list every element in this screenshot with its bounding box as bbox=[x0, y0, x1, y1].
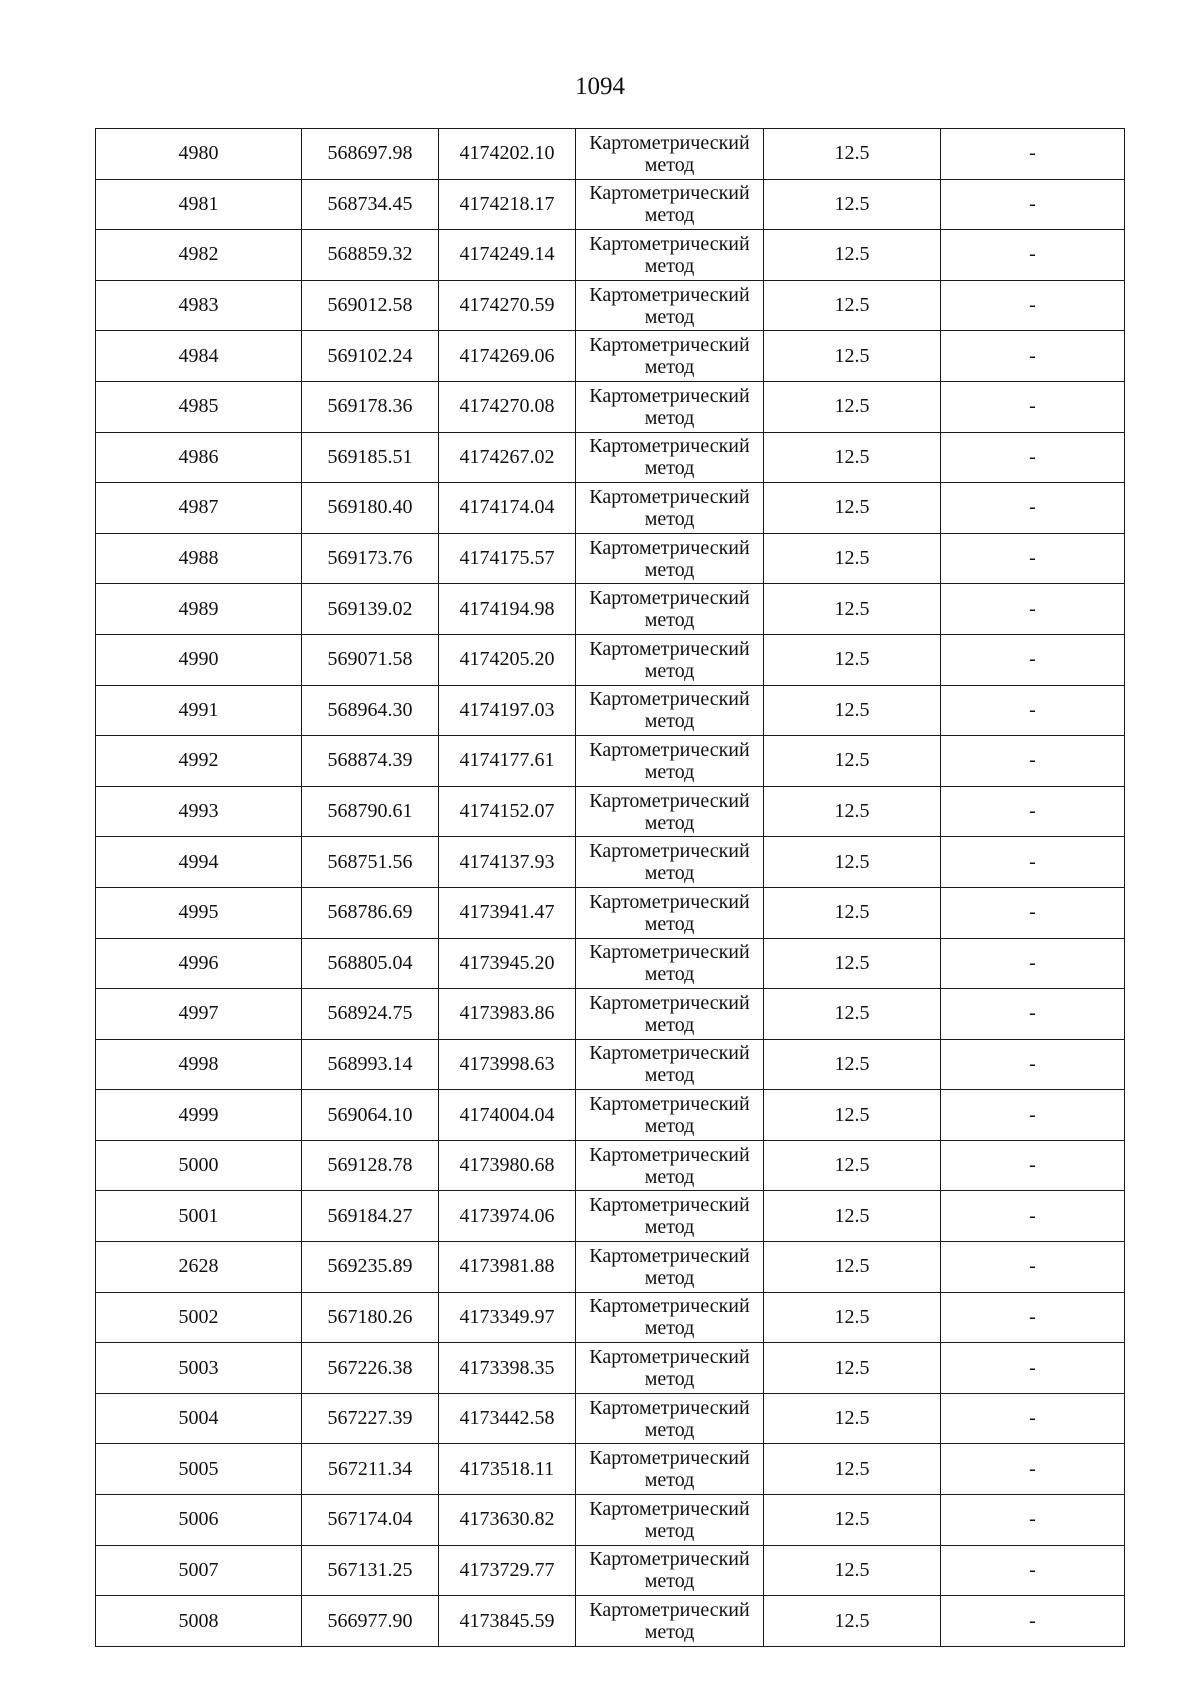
x-coordinate-cell: 569012.58 bbox=[302, 280, 439, 331]
note-cell: - bbox=[941, 634, 1125, 685]
point-number-cell: 4981 bbox=[96, 179, 302, 230]
page-number: 1094 bbox=[575, 73, 625, 100]
x-coordinate-cell: 568697.98 bbox=[302, 129, 439, 180]
point-number-cell: 4992 bbox=[96, 736, 302, 787]
point-number-cell: 4994 bbox=[96, 837, 302, 888]
note-cell: - bbox=[941, 989, 1125, 1040]
table-row bbox=[96, 887, 1125, 938]
point-number-cell: 4997 bbox=[96, 989, 302, 1040]
table-row bbox=[96, 1039, 1125, 1090]
y-coordinate-cell: 4174004.04 bbox=[439, 1090, 576, 1141]
table-row bbox=[96, 938, 1125, 989]
note-cell: - bbox=[941, 736, 1125, 787]
point-number-cell: 4993 bbox=[96, 786, 302, 837]
note-cell: - bbox=[941, 1343, 1125, 1394]
table-row bbox=[96, 1090, 1125, 1141]
x-coordinate-cell: 567211.34 bbox=[302, 1444, 439, 1495]
accuracy-cell: 12.5 bbox=[764, 483, 941, 534]
point-number-cell: 5007 bbox=[96, 1545, 302, 1596]
y-coordinate-cell: 4174197.03 bbox=[439, 685, 576, 736]
accuracy-cell: 12.5 bbox=[764, 1545, 941, 1596]
table-row bbox=[96, 634, 1125, 685]
point-number-cell: 5006 bbox=[96, 1495, 302, 1546]
x-coordinate-cell: 567174.04 bbox=[302, 1495, 439, 1546]
point-number-cell: 4989 bbox=[96, 584, 302, 635]
note-cell: - bbox=[941, 887, 1125, 938]
note-cell: - bbox=[941, 837, 1125, 888]
method-cell: Картометрический метод bbox=[576, 989, 764, 1040]
method-cell: Картометрический метод bbox=[576, 179, 764, 230]
y-coordinate-cell: 4173442.58 bbox=[439, 1393, 576, 1444]
accuracy-cell: 12.5 bbox=[764, 1495, 941, 1546]
y-coordinate-cell: 4173845.59 bbox=[439, 1596, 576, 1647]
note-cell: - bbox=[941, 786, 1125, 837]
table-row bbox=[96, 381, 1125, 432]
note-cell: - bbox=[941, 1393, 1125, 1444]
table-row bbox=[96, 1242, 1125, 1293]
point-number-cell: 5000 bbox=[96, 1140, 302, 1191]
coordinates-table-body bbox=[96, 129, 1125, 1647]
point-number-cell: 5008 bbox=[96, 1596, 302, 1647]
point-number-cell: 5002 bbox=[96, 1292, 302, 1343]
table-row bbox=[96, 584, 1125, 635]
y-coordinate-cell: 4174202.10 bbox=[439, 129, 576, 180]
table-row bbox=[96, 1393, 1125, 1444]
x-coordinate-cell: 567131.25 bbox=[302, 1545, 439, 1596]
y-coordinate-cell: 4173981.88 bbox=[439, 1242, 576, 1293]
note-cell: - bbox=[941, 1242, 1125, 1293]
note-cell: - bbox=[941, 1039, 1125, 1090]
accuracy-cell: 12.5 bbox=[764, 736, 941, 787]
accuracy-cell: 12.5 bbox=[764, 533, 941, 584]
table-row bbox=[96, 1140, 1125, 1191]
point-number-cell: 5001 bbox=[96, 1191, 302, 1242]
table-row bbox=[96, 331, 1125, 382]
method-cell: Картометрический метод bbox=[576, 129, 764, 180]
accuracy-cell: 12.5 bbox=[764, 786, 941, 837]
note-cell: - bbox=[941, 1545, 1125, 1596]
y-coordinate-cell: 4174205.20 bbox=[439, 634, 576, 685]
method-cell: Картометрический метод bbox=[576, 634, 764, 685]
note-cell: - bbox=[941, 584, 1125, 635]
y-coordinate-cell: 4173941.47 bbox=[439, 887, 576, 938]
x-coordinate-cell: 567226.38 bbox=[302, 1343, 439, 1394]
point-number-cell: 4999 bbox=[96, 1090, 302, 1141]
accuracy-cell: 12.5 bbox=[764, 129, 941, 180]
accuracy-cell: 12.5 bbox=[764, 1393, 941, 1444]
method-cell: Картометрический метод bbox=[576, 230, 764, 281]
table-row bbox=[96, 1495, 1125, 1546]
table-row bbox=[96, 1596, 1125, 1647]
accuracy-cell: 12.5 bbox=[764, 331, 941, 382]
y-coordinate-cell: 4173398.35 bbox=[439, 1343, 576, 1394]
x-coordinate-cell: 568924.75 bbox=[302, 989, 439, 1040]
table-row bbox=[96, 1343, 1125, 1394]
table-row bbox=[96, 179, 1125, 230]
point-number-cell: 4987 bbox=[96, 483, 302, 534]
method-cell: Картометрический метод bbox=[576, 837, 764, 888]
point-number-cell: 2628 bbox=[96, 1242, 302, 1293]
note-cell: - bbox=[941, 1191, 1125, 1242]
table-row bbox=[96, 533, 1125, 584]
note-cell: - bbox=[941, 1495, 1125, 1546]
y-coordinate-cell: 4174270.59 bbox=[439, 280, 576, 331]
note-cell: - bbox=[941, 179, 1125, 230]
x-coordinate-cell: 569139.02 bbox=[302, 584, 439, 635]
y-coordinate-cell: 4174177.61 bbox=[439, 736, 576, 787]
accuracy-cell: 12.5 bbox=[764, 432, 941, 483]
note-cell: - bbox=[941, 432, 1125, 483]
method-cell: Картометрический метод bbox=[576, 533, 764, 584]
point-number-cell: 4990 bbox=[96, 634, 302, 685]
table-row bbox=[96, 837, 1125, 888]
y-coordinate-cell: 4173974.06 bbox=[439, 1191, 576, 1242]
note-cell: - bbox=[941, 533, 1125, 584]
x-coordinate-cell: 568964.30 bbox=[302, 685, 439, 736]
y-coordinate-cell: 4173983.86 bbox=[439, 989, 576, 1040]
method-cell: Картометрический метод bbox=[576, 381, 764, 432]
method-cell: Картометрический метод bbox=[576, 584, 764, 635]
accuracy-cell: 12.5 bbox=[764, 1039, 941, 1090]
y-coordinate-cell: 4173349.97 bbox=[439, 1292, 576, 1343]
method-cell: Картометрический метод bbox=[576, 1495, 764, 1546]
note-cell: - bbox=[941, 230, 1125, 281]
note-cell: - bbox=[941, 280, 1125, 331]
method-cell: Картометрический метод bbox=[576, 736, 764, 787]
accuracy-cell: 12.5 bbox=[764, 381, 941, 432]
accuracy-cell: 12.5 bbox=[764, 938, 941, 989]
method-cell: Картометрический метод bbox=[576, 1393, 764, 1444]
y-coordinate-cell: 4173998.63 bbox=[439, 1039, 576, 1090]
accuracy-cell: 12.5 bbox=[764, 989, 941, 1040]
method-cell: Картометрический метод bbox=[576, 432, 764, 483]
table-row bbox=[96, 1292, 1125, 1343]
x-coordinate-cell: 569071.58 bbox=[302, 634, 439, 685]
table-row bbox=[96, 989, 1125, 1040]
accuracy-cell: 12.5 bbox=[764, 1242, 941, 1293]
note-cell: - bbox=[941, 1444, 1125, 1495]
method-cell: Картометрический метод bbox=[576, 1039, 764, 1090]
y-coordinate-cell: 4173518.11 bbox=[439, 1444, 576, 1495]
y-coordinate-cell: 4173729.77 bbox=[439, 1545, 576, 1596]
y-coordinate-cell: 4174137.93 bbox=[439, 837, 576, 888]
y-coordinate-cell: 4174175.57 bbox=[439, 533, 576, 584]
accuracy-cell: 12.5 bbox=[764, 584, 941, 635]
x-coordinate-cell: 569185.51 bbox=[302, 432, 439, 483]
method-cell: Картометрический метод bbox=[576, 1292, 764, 1343]
x-coordinate-cell: 568993.14 bbox=[302, 1039, 439, 1090]
table-row bbox=[96, 685, 1125, 736]
x-coordinate-cell: 569184.27 bbox=[302, 1191, 439, 1242]
note-cell: - bbox=[941, 129, 1125, 180]
method-cell: Картометрический метод bbox=[576, 1140, 764, 1191]
x-coordinate-cell: 567180.26 bbox=[302, 1292, 439, 1343]
y-coordinate-cell: 4174249.14 bbox=[439, 230, 576, 281]
table-row bbox=[96, 1444, 1125, 1495]
point-number-cell: 5003 bbox=[96, 1343, 302, 1394]
method-cell: Картометрический метод bbox=[576, 1343, 764, 1394]
point-number-cell: 4995 bbox=[96, 887, 302, 938]
method-cell: Картометрический метод bbox=[576, 1444, 764, 1495]
accuracy-cell: 12.5 bbox=[764, 179, 941, 230]
method-cell: Картометрический метод bbox=[576, 938, 764, 989]
method-cell: Картометрический метод bbox=[576, 1242, 764, 1293]
y-coordinate-cell: 4174218.17 bbox=[439, 179, 576, 230]
accuracy-cell: 12.5 bbox=[764, 837, 941, 888]
table-row bbox=[96, 786, 1125, 837]
method-cell: Картометрический метод bbox=[576, 1596, 764, 1647]
y-coordinate-cell: 4174267.02 bbox=[439, 432, 576, 483]
table-row bbox=[96, 1545, 1125, 1596]
x-coordinate-cell: 567227.39 bbox=[302, 1393, 439, 1444]
x-coordinate-cell: 569064.10 bbox=[302, 1090, 439, 1141]
y-coordinate-cell: 4174270.08 bbox=[439, 381, 576, 432]
x-coordinate-cell: 569102.24 bbox=[302, 331, 439, 382]
table-row bbox=[96, 230, 1125, 281]
coordinates-table bbox=[95, 128, 1125, 1647]
y-coordinate-cell: 4173945.20 bbox=[439, 938, 576, 989]
method-cell: Картометрический метод bbox=[576, 1191, 764, 1242]
method-cell: Картометрический метод bbox=[576, 483, 764, 534]
method-cell: Картометрический метод bbox=[576, 331, 764, 382]
x-coordinate-cell: 566977.90 bbox=[302, 1596, 439, 1647]
accuracy-cell: 12.5 bbox=[764, 1191, 941, 1242]
note-cell: - bbox=[941, 1292, 1125, 1343]
point-number-cell: 4996 bbox=[96, 938, 302, 989]
accuracy-cell: 12.5 bbox=[764, 1292, 941, 1343]
accuracy-cell: 12.5 bbox=[764, 1090, 941, 1141]
x-coordinate-cell: 569128.78 bbox=[302, 1140, 439, 1191]
y-coordinate-cell: 4173630.82 bbox=[439, 1495, 576, 1546]
point-number-cell: 4982 bbox=[96, 230, 302, 281]
note-cell: - bbox=[941, 381, 1125, 432]
y-coordinate-cell: 4173980.68 bbox=[439, 1140, 576, 1191]
method-cell: Картометрический метод bbox=[576, 887, 764, 938]
x-coordinate-cell: 568859.32 bbox=[302, 230, 439, 281]
x-coordinate-cell: 568786.69 bbox=[302, 887, 439, 938]
method-cell: Картометрический метод bbox=[576, 1545, 764, 1596]
accuracy-cell: 12.5 bbox=[764, 1140, 941, 1191]
method-cell: Картометрический метод bbox=[576, 685, 764, 736]
point-number-cell: 4988 bbox=[96, 533, 302, 584]
y-coordinate-cell: 4174174.04 bbox=[439, 483, 576, 534]
point-number-cell: 4998 bbox=[96, 1039, 302, 1090]
point-number-cell: 4984 bbox=[96, 331, 302, 382]
table-row bbox=[96, 280, 1125, 331]
x-coordinate-cell: 568734.45 bbox=[302, 179, 439, 230]
table-row bbox=[96, 1191, 1125, 1242]
table-row bbox=[96, 432, 1125, 483]
accuracy-cell: 12.5 bbox=[764, 230, 941, 281]
table-row bbox=[96, 483, 1125, 534]
y-coordinate-cell: 4174152.07 bbox=[439, 786, 576, 837]
x-coordinate-cell: 568790.61 bbox=[302, 786, 439, 837]
method-cell: Картометрический метод bbox=[576, 280, 764, 331]
accuracy-cell: 12.5 bbox=[764, 634, 941, 685]
point-number-cell: 4986 bbox=[96, 432, 302, 483]
accuracy-cell: 12.5 bbox=[764, 280, 941, 331]
x-coordinate-cell: 568874.39 bbox=[302, 736, 439, 787]
x-coordinate-cell: 569178.36 bbox=[302, 381, 439, 432]
note-cell: - bbox=[941, 1596, 1125, 1647]
point-number-cell: 5004 bbox=[96, 1393, 302, 1444]
note-cell: - bbox=[941, 483, 1125, 534]
accuracy-cell: 12.5 bbox=[764, 1444, 941, 1495]
table-row bbox=[96, 129, 1125, 180]
x-coordinate-cell: 569180.40 bbox=[302, 483, 439, 534]
accuracy-cell: 12.5 bbox=[764, 1343, 941, 1394]
x-coordinate-cell: 569173.76 bbox=[302, 533, 439, 584]
accuracy-cell: 12.5 bbox=[764, 1596, 941, 1647]
method-cell: Картометрический метод bbox=[576, 1090, 764, 1141]
x-coordinate-cell: 568751.56 bbox=[302, 837, 439, 888]
point-number-cell: 5005 bbox=[96, 1444, 302, 1495]
point-number-cell: 4991 bbox=[96, 685, 302, 736]
x-coordinate-cell: 568805.04 bbox=[302, 938, 439, 989]
point-number-cell: 4983 bbox=[96, 280, 302, 331]
note-cell: - bbox=[941, 938, 1125, 989]
method-cell: Картометрический метод bbox=[576, 786, 764, 837]
note-cell: - bbox=[941, 331, 1125, 382]
point-number-cell: 4985 bbox=[96, 381, 302, 432]
y-coordinate-cell: 4174194.98 bbox=[439, 584, 576, 635]
table-row bbox=[96, 736, 1125, 787]
point-number-cell: 4980 bbox=[96, 129, 302, 180]
note-cell: - bbox=[941, 1140, 1125, 1191]
accuracy-cell: 12.5 bbox=[764, 887, 941, 938]
x-coordinate-cell: 569235.89 bbox=[302, 1242, 439, 1293]
note-cell: - bbox=[941, 1090, 1125, 1141]
y-coordinate-cell: 4174269.06 bbox=[439, 331, 576, 382]
note-cell: - bbox=[941, 685, 1125, 736]
accuracy-cell: 12.5 bbox=[764, 685, 941, 736]
